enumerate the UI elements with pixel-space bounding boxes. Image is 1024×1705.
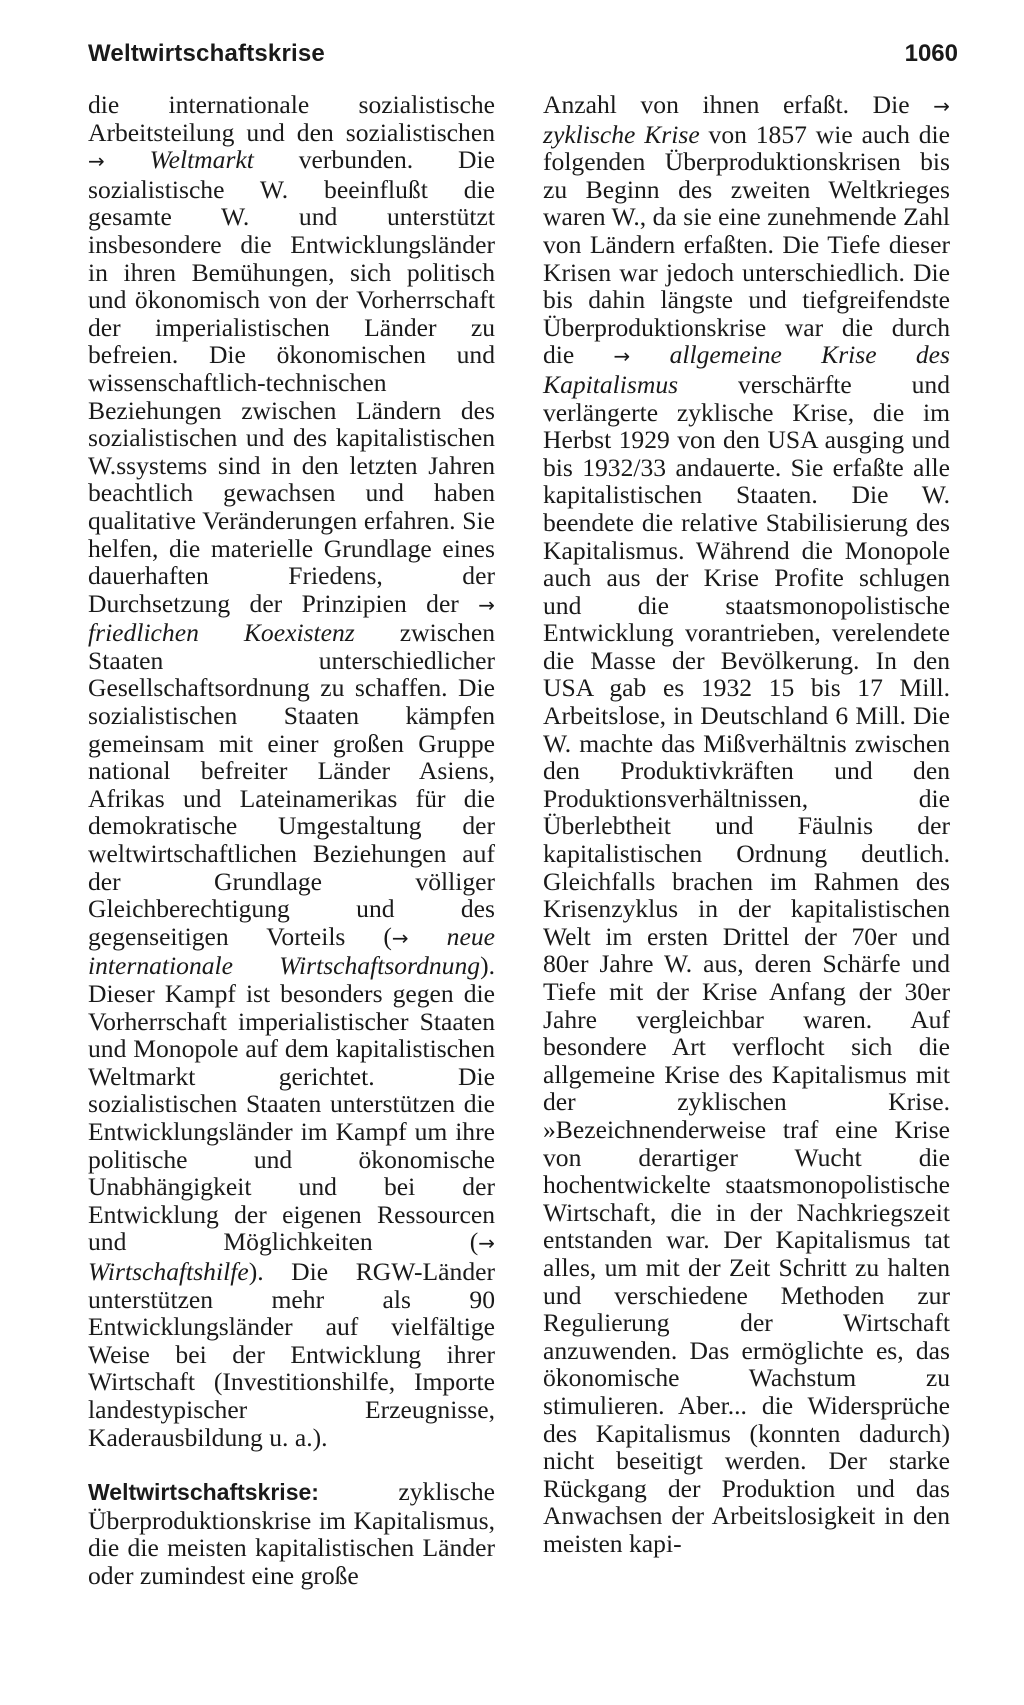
text-segment: ). Die RGW-Länder unterstützen mehr als 90 Entwicklungsländer auf vielfältige Weise bei der Entwicklung ihrer Wirtschaft (Investitionshilfe, Importe landestypischer Erzeugnisse, Kaderausbildung u. a.).: [88, 1256, 495, 1452]
cross-reference-allgemeine-krise[interactable]: allgemeine Krise des Kapitalismus: [543, 340, 950, 399]
cross-reference-neue-wirtschaftsordnung[interactable]: neue internationale Wirtschaftsordnung: [88, 921, 495, 981]
text-segment: verbunden. Die sozialistische W. beeinflußt die gesamte W. und unterstützt insbesondere die Entwicklungsländer in ihren Bemühungen, sich politisch und ökonomisch von der Vorherrschaft der imperialistischen Länder zu befreien. Die ökonomischen und wissenschaftlich-technischen Beziehungen zwischen Ländern des sozialistischen und des kapitalistischen W.ssystems sind in den letzten Jahren beachtlich gewachsen und haben qualitative Veränderungen erfahren. Sie helfen, die materielle Grundlage eines dauerhaften Friedens, der Durchsetzung der Prinzipien der: [88, 145, 495, 618]
arrow-icon: →: [88, 149, 105, 174]
entry-weltwirtschaftskrise: [88, 1478, 495, 1589]
arrow-icon: →: [391, 925, 409, 950]
cross-reference-friedliche-koexistenz[interactable]: friedlichen Koexistenz: [88, 618, 355, 648]
paragraph-weltwirtschaft-continued: [88, 91, 495, 1451]
arrow-icon: →: [478, 592, 495, 617]
text-segment: die internationale sozialistische Arbeitsteilung und den sozialistischen: [88, 90, 495, 147]
arrow-icon: →: [933, 94, 950, 118]
cross-reference-wirtschaftshilfe[interactable]: Wirtschaftshilfe: [88, 1256, 249, 1286]
cross-reference-zyklische-krise[interactable]: zyklische Krise: [543, 119, 700, 149]
cross-reference-weltmarkt[interactable]: Weltmarkt: [149, 145, 254, 175]
right-column: [543, 91, 950, 1557]
arrow-icon: →: [478, 1231, 495, 1256]
text-segment: ). Dieser Kampf ist besonders gegen die Vorherrschaft imperialistischer Staaten und Monopole auf dem kapitalistischen Weltmarkt gerichtet. Die sozialistischen Staaten unterstützen die Entwicklungsländer im Kampf um ihre politische und ökonomische Unabhängigkeit und bei der Entwicklung der eigenen Ressourcen und Möglichkeiten (: [88, 951, 495, 1257]
text-segment: Anzahl von ihnen erfaßt. Die: [543, 90, 910, 119]
text-segment: verschärfte und verlängerte zyklische Krise, die im Herbst 1929 von den USA ausging und bis 1932/33 andauerte. Sie erfaßte alle kapitalistischen Staaten. Die W. beendete die relative Stabilisierung des Kapitalismus. Während die Monopole auch aus der Krise Profite schlugen und die staatsmonopolistische Entwicklung vorantrieben, verelendete die Masse der Bevölkerung. In den USA gab es 1932 15 bis 17 Mill. Arbeitslose, in Deutschland 6 Mill. Die W. machte das Mißverhältnis zwischen den Produktivkräften und den Produktionsverhältnissen, die Überlebtheit und Fäulnis der kapitalistischen Ordnung deutlich. Gleichfalls brachen im Rahmen des Krisenzyklus in der kapitalistischen Welt im ersten Drittel der 70er und 80er Jahre W. aus, deren Schärfe und Tiefe mit der Krise Anfang der 30er Jahre vergleichbar waren. Auf besondere Art verflocht sich die allgemeine Krise des Kapitalismus mit der zyklischen Krise. »Bezeichnenderweise traf eine Krise von derartiger Wucht die hochentwickelte staatsmonopolistische Wirtschaft, die in der Nachkriegszeit entstanden war. Der Kapitalismus tat alles, um mit der Zeit Schritt zu halten und verschiedene Methoden zur Regulierung der Wirtschaft anzuwenden. Das ermöglichte es, das ökonomische Wachstum zu stimulieren. Aber... die Widersprüche des Kapitalismus (konnten dadurch) nicht beseitigt werden. Der starke Rückgang der Produktion und das Anwachsen der Arbeitslosigkeit in den meisten kapi-: [543, 369, 950, 1558]
running-head: [88, 34, 958, 72]
entry-definition: zyklische Überproduktionskrise im Kapitalismus, die die meisten kapitalistischen Länder oder zumindest eine große: [88, 1477, 495, 1590]
paragraph-weltwirtschaftskrise-body: [543, 91, 950, 1557]
page-number: 1060: [904, 40, 958, 67]
left-column: [88, 91, 495, 1589]
entry-headword: Weltwirtschaftskrise:: [88, 1479, 319, 1506]
text-segment: von 1857 wie auch die folgenden Überproduktionskrisen bis zu Beginn des zweiten Weltkrieges waren W., da sie eine zunehmende Zahl von Ländern erfaßten. Die Tiefe dieser Krisen war jedoch unterschiedlich. Die bis dahin längste und tiefgreifendste Überproduktionskrise war die durch die: [543, 119, 950, 370]
arrow-icon: →: [613, 344, 631, 369]
running-title: Weltwirtschaftskrise: [88, 40, 325, 67]
text-segment: zwischen Staaten unterschiedlicher Gesellschaftsordnung zu schaffen. Die sozialistischen Staaten kämpfen gemeinsam mit einer großen Gruppe national befreiter Länder Asiens, Afrikas und Lateinamerikas für die demokratische Umgestaltung der weltwirtschaftlichen Beziehungen auf der Grundlage völliger Gleichberechtigung und des gegenseitigen Vorteils (: [88, 618, 495, 951]
